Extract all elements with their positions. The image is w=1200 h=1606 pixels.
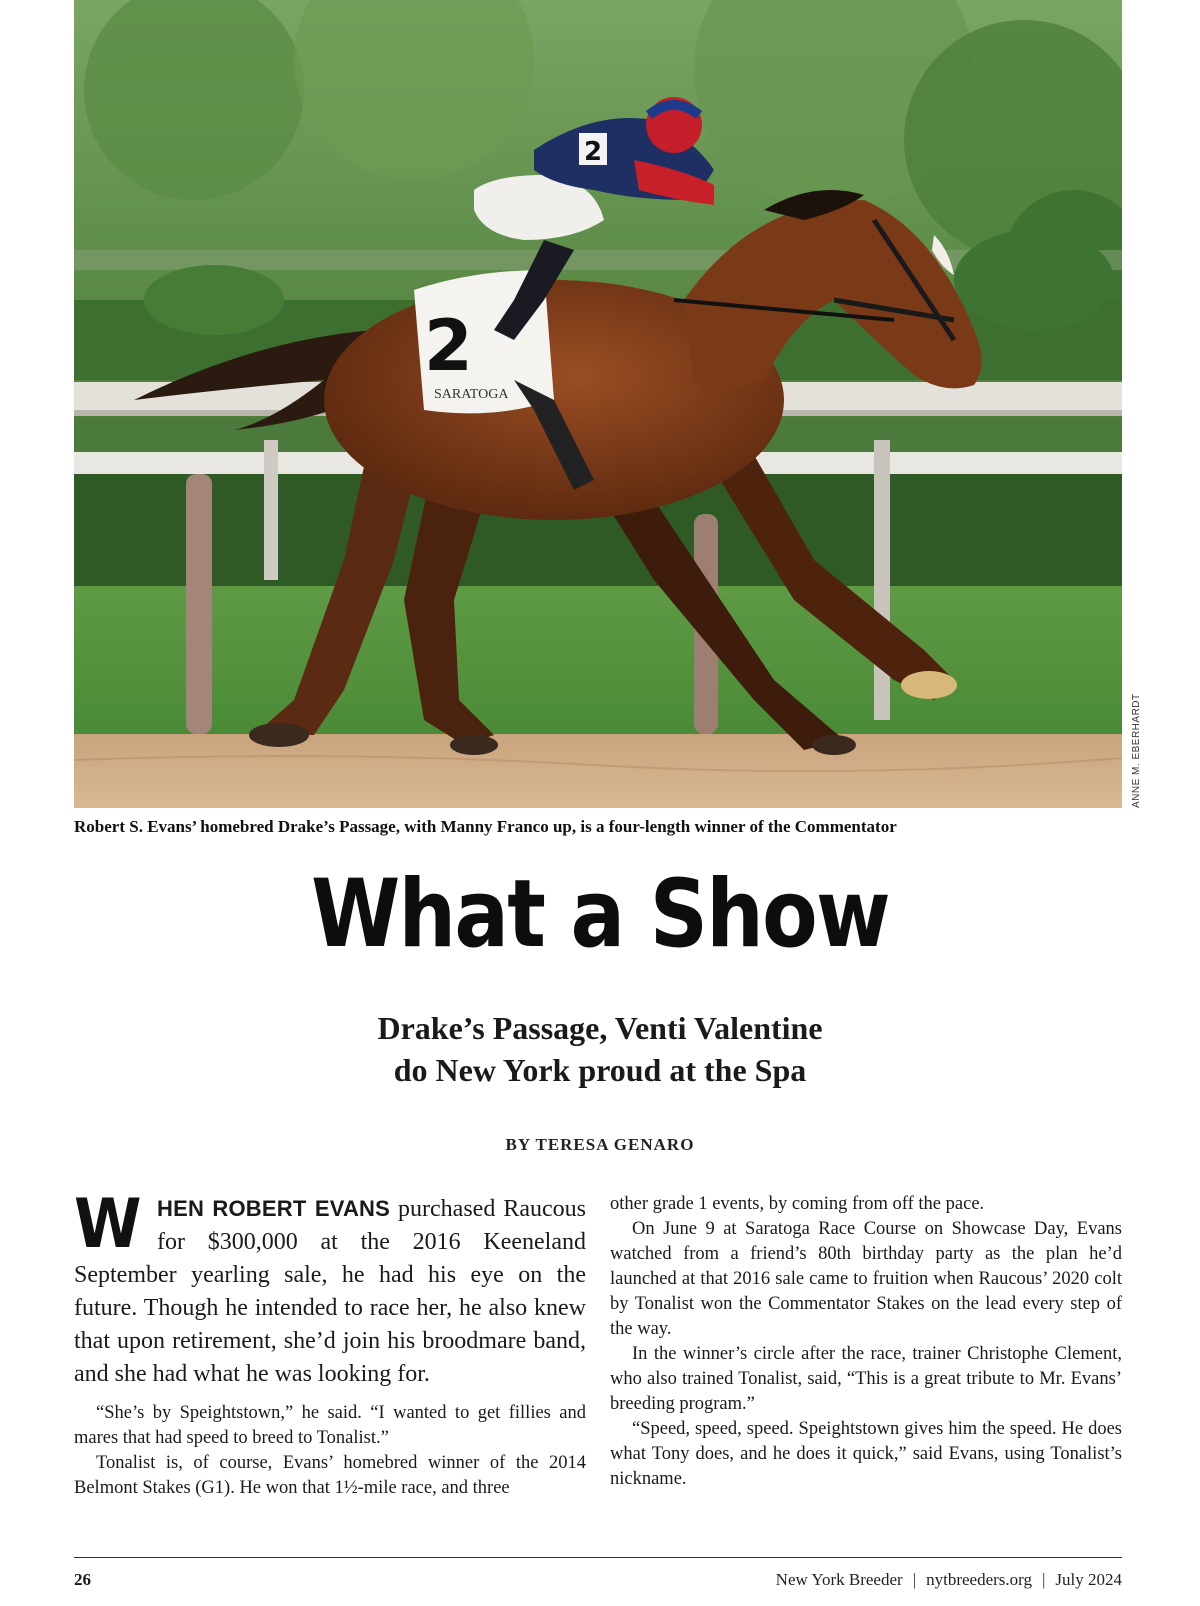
page-number: 26 — [74, 1570, 91, 1589]
byline: BY TERESA GENARO — [505, 1135, 695, 1154]
body-paragraph: In the winner’s circle after the race, trainer Christophe Clement, who also trained Tonalist, said, “This is a great tribute to Mr. Evans’ breeding program.” — [610, 1344, 1122, 1414]
footer-rule — [74, 1557, 1122, 1558]
body-paragraph: “Speed, speed, speed. Speightstown gives him the speed. He does what Tony does, and he does it quick,” said Evans, using Tonalist’s nickname. — [610, 1419, 1122, 1489]
svg-text:2: 2 — [584, 137, 603, 167]
lead-paragraph — [74, 1185, 586, 1391]
racehorse-illustration — [74, 0, 1122, 808]
issue-date: July 2024 — [1055, 1570, 1122, 1589]
lead-text: purchased Raucous for $300,000 at the 2016 Keeneland September yearling sale, he had his eye on the future. Though he intended to race her, he also knew that upon retirement, she’d join his broodmare band, and she had what he was looking for. — [74, 1196, 586, 1387]
drop-cap: W — [74, 1185, 142, 1264]
saddle-cloth-number: 2 — [424, 305, 473, 387]
photo-caption: Robert S. Evans’ homebred Drake’s Passage, with Manny Franco up, is a four-length winner of the Commentator — [74, 817, 897, 836]
article-subtitle — [0, 1007, 1200, 1091]
subtitle-line-2: do New York proud at the Spa — [393, 1052, 807, 1088]
body-paragraph: other grade 1 events, by coming from off the pace. — [610, 1194, 985, 1214]
lead-in: HEN ROBERT EVANS — [157, 1196, 390, 1221]
website-link[interactable]: nytbreeders.org — [926, 1570, 1032, 1589]
body-paragraph: On June 9 at Saratoga Race Course on Showcase Day, Evans watched from a friend’s 80th birthday party as the plan he’d launched at that 2016 sale came to fruition when Raucous’ 2020 colt by Tonalist won the Commentator Stakes on the lead every step of the way. — [610, 1219, 1122, 1339]
subtitle-line-1: Drake’s Passage, Venti Valentine — [377, 1010, 823, 1046]
footer-publication-info — [776, 1570, 1122, 1590]
publication-name: New York Breeder — [775, 1570, 903, 1589]
article-column-right — [610, 1192, 1122, 1492]
article-column-left — [74, 1185, 586, 1501]
article-title: What a Show — [311, 860, 889, 969]
body-paragraph: “She’s by Speightstown,” he said. “I wanted to get fillies and mares that had speed to breed to Tonalist.” — [74, 1403, 586, 1448]
photo-credit: ANNE M. EBERHARDT — [1131, 693, 1142, 808]
saddle-cloth-text: SARATOGA — [434, 387, 509, 402]
footer-separator: | — [1042, 1570, 1046, 1589]
hero-photo — [74, 0, 1122, 808]
body-paragraph: Tonalist is, of course, Evans’ homebred winner of the 2014 Belmont Stakes (G1). He won that 1½-mile race, and three — [74, 1453, 586, 1498]
footer-separator: | — [912, 1570, 917, 1589]
